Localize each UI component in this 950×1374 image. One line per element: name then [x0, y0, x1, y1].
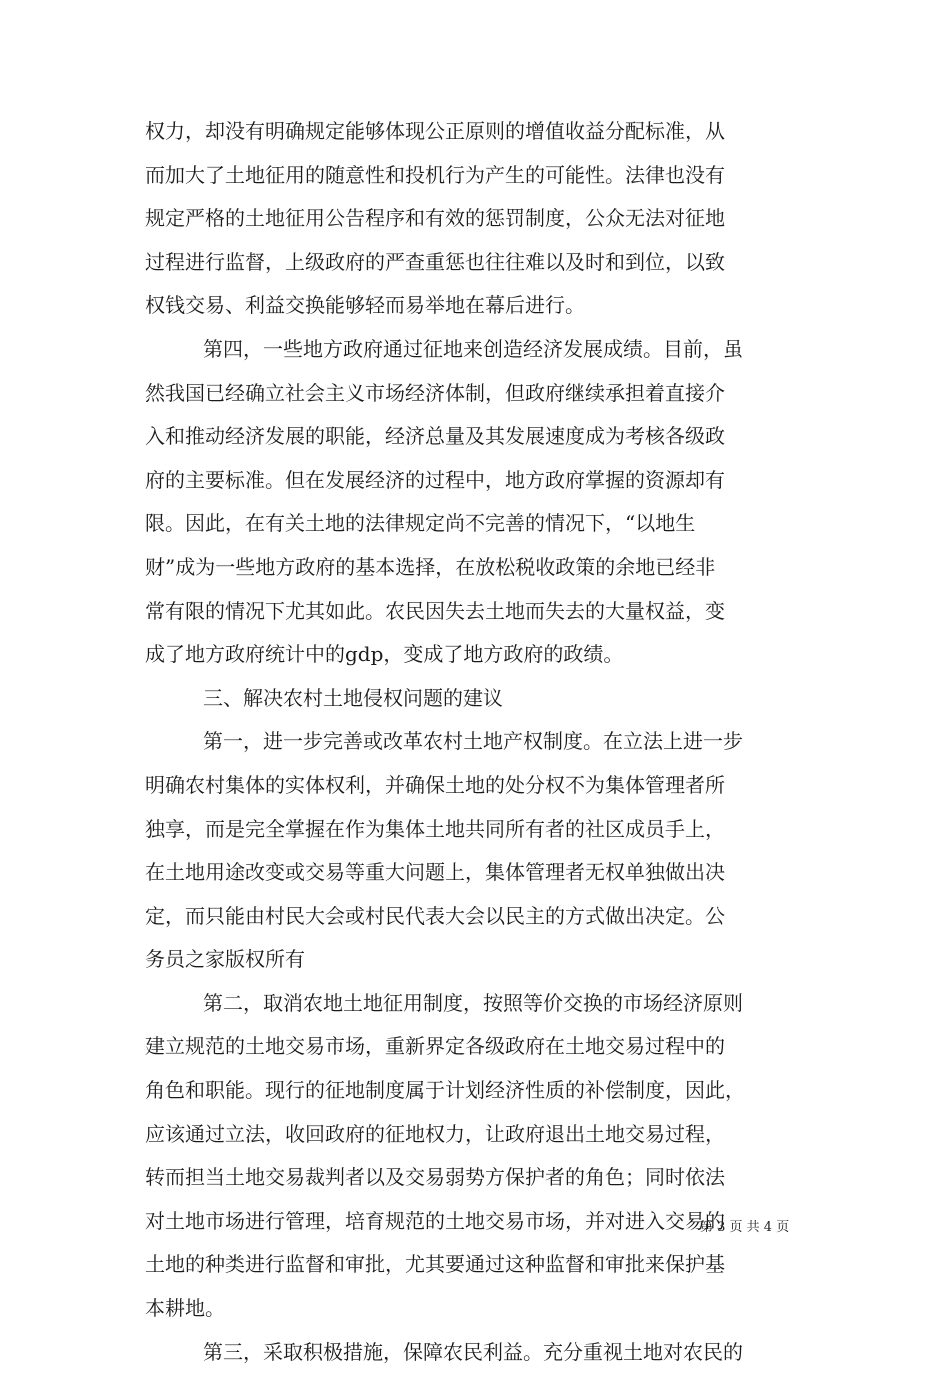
page-number-footer: 第 3 页 共 4 页	[700, 1220, 790, 1235]
paragraph-start-line: 第一，进一步完善或改革农村土地产权制度。在立法上进一步	[203, 729, 743, 754]
text-line: 建立规范的土地交易市场，重新界定各级政府在土地交易过程中的	[145, 1034, 725, 1059]
text-line: 成了地方政府统计中的gdp，变成了地方政府的政绩。	[145, 642, 624, 667]
text-line: 而加大了土地征用的随意性和投机行为产生的可能性。法律也没有	[145, 162, 725, 187]
text-line: 独享，而是完全掌握在作为集体土地共同所有者的社区成员手上，	[145, 816, 725, 841]
text-line: 转而担当土地交易裁判者以及交易弱势方保护者的角色；同时依法	[145, 1165, 725, 1190]
text-line: 然我国已经确立社会主义市场经济体制，但政府继续承担着直接介	[145, 380, 725, 405]
paragraph-start-line: 第三，采取积极措施，保障农民利益。充分重视土地对农民的	[203, 1339, 743, 1364]
text-line: 常有限的情况下尤其如此。农民因失去土地而失去的大量权益，变	[145, 598, 725, 623]
text-line: 权钱交易、利益交换能够轻而易举地在幕后进行。	[145, 293, 585, 318]
paragraph-start-line: 第二，取消农地土地征用制度，按照等价交换的市场经济原则	[203, 990, 743, 1015]
text-line: 过程进行监督，上级政府的严查重惩也往往难以及时和到位，以致	[145, 249, 725, 274]
text-line: 本耕地。	[145, 1296, 225, 1321]
text-line: 入和推动经济发展的职能，经济总量及其发展速度成为考核各级政	[145, 424, 725, 449]
text-line: 府的主要标准。但在发展经济的过程中，地方政府掌握的资源却有	[145, 467, 725, 492]
body-text	[145, 110, 825, 1374]
text-line: 权力，却没有明确规定能够体现公正原则的增值收益分配标准，从	[145, 119, 725, 143]
text-line: 应该通过立法，收回政府的征地权力，让政府退出土地交易过程，	[145, 1121, 725, 1146]
text-line: 对土地市场进行管理，培育规范的土地交易市场，并对进入交易的	[145, 1208, 725, 1233]
paragraph-start-line: 第四，一些地方政府通过征地来创造经济发展成绩。目前，虽	[203, 336, 743, 361]
text-line: 规定严格的土地征用公告程序和有效的惩罚制度，公众无法对征地	[145, 206, 725, 231]
text-line: 土地的种类进行监督和审批，尤其要通过这种监督和审批来保护基	[145, 1252, 725, 1277]
text-line: 务员之家版权所有	[145, 947, 305, 972]
text-line: 角色和职能。现行的征地制度属于计划经济性质的补偿制度，因此，	[145, 1078, 745, 1103]
section-heading: 三、解决农村土地侵权问题的建议	[203, 685, 503, 710]
text-line: 定，而只能由村民大会或村民代表大会以民主的方式做出决定。公	[145, 903, 725, 928]
text-line: 限。因此，在有关土地的法律规定尚不完善的情况下，“以地生	[145, 511, 696, 536]
text-line: 财”成为一些地方政府的基本选择，在放松税收政策的余地已经非	[145, 554, 716, 579]
text-line: 明确农村集体的实体权利，并确保土地的处分权不为集体管理者所	[145, 772, 725, 797]
text-line: 在土地用途改变或交易等重大问题上，集体管理者无权单独做出决	[145, 860, 725, 885]
